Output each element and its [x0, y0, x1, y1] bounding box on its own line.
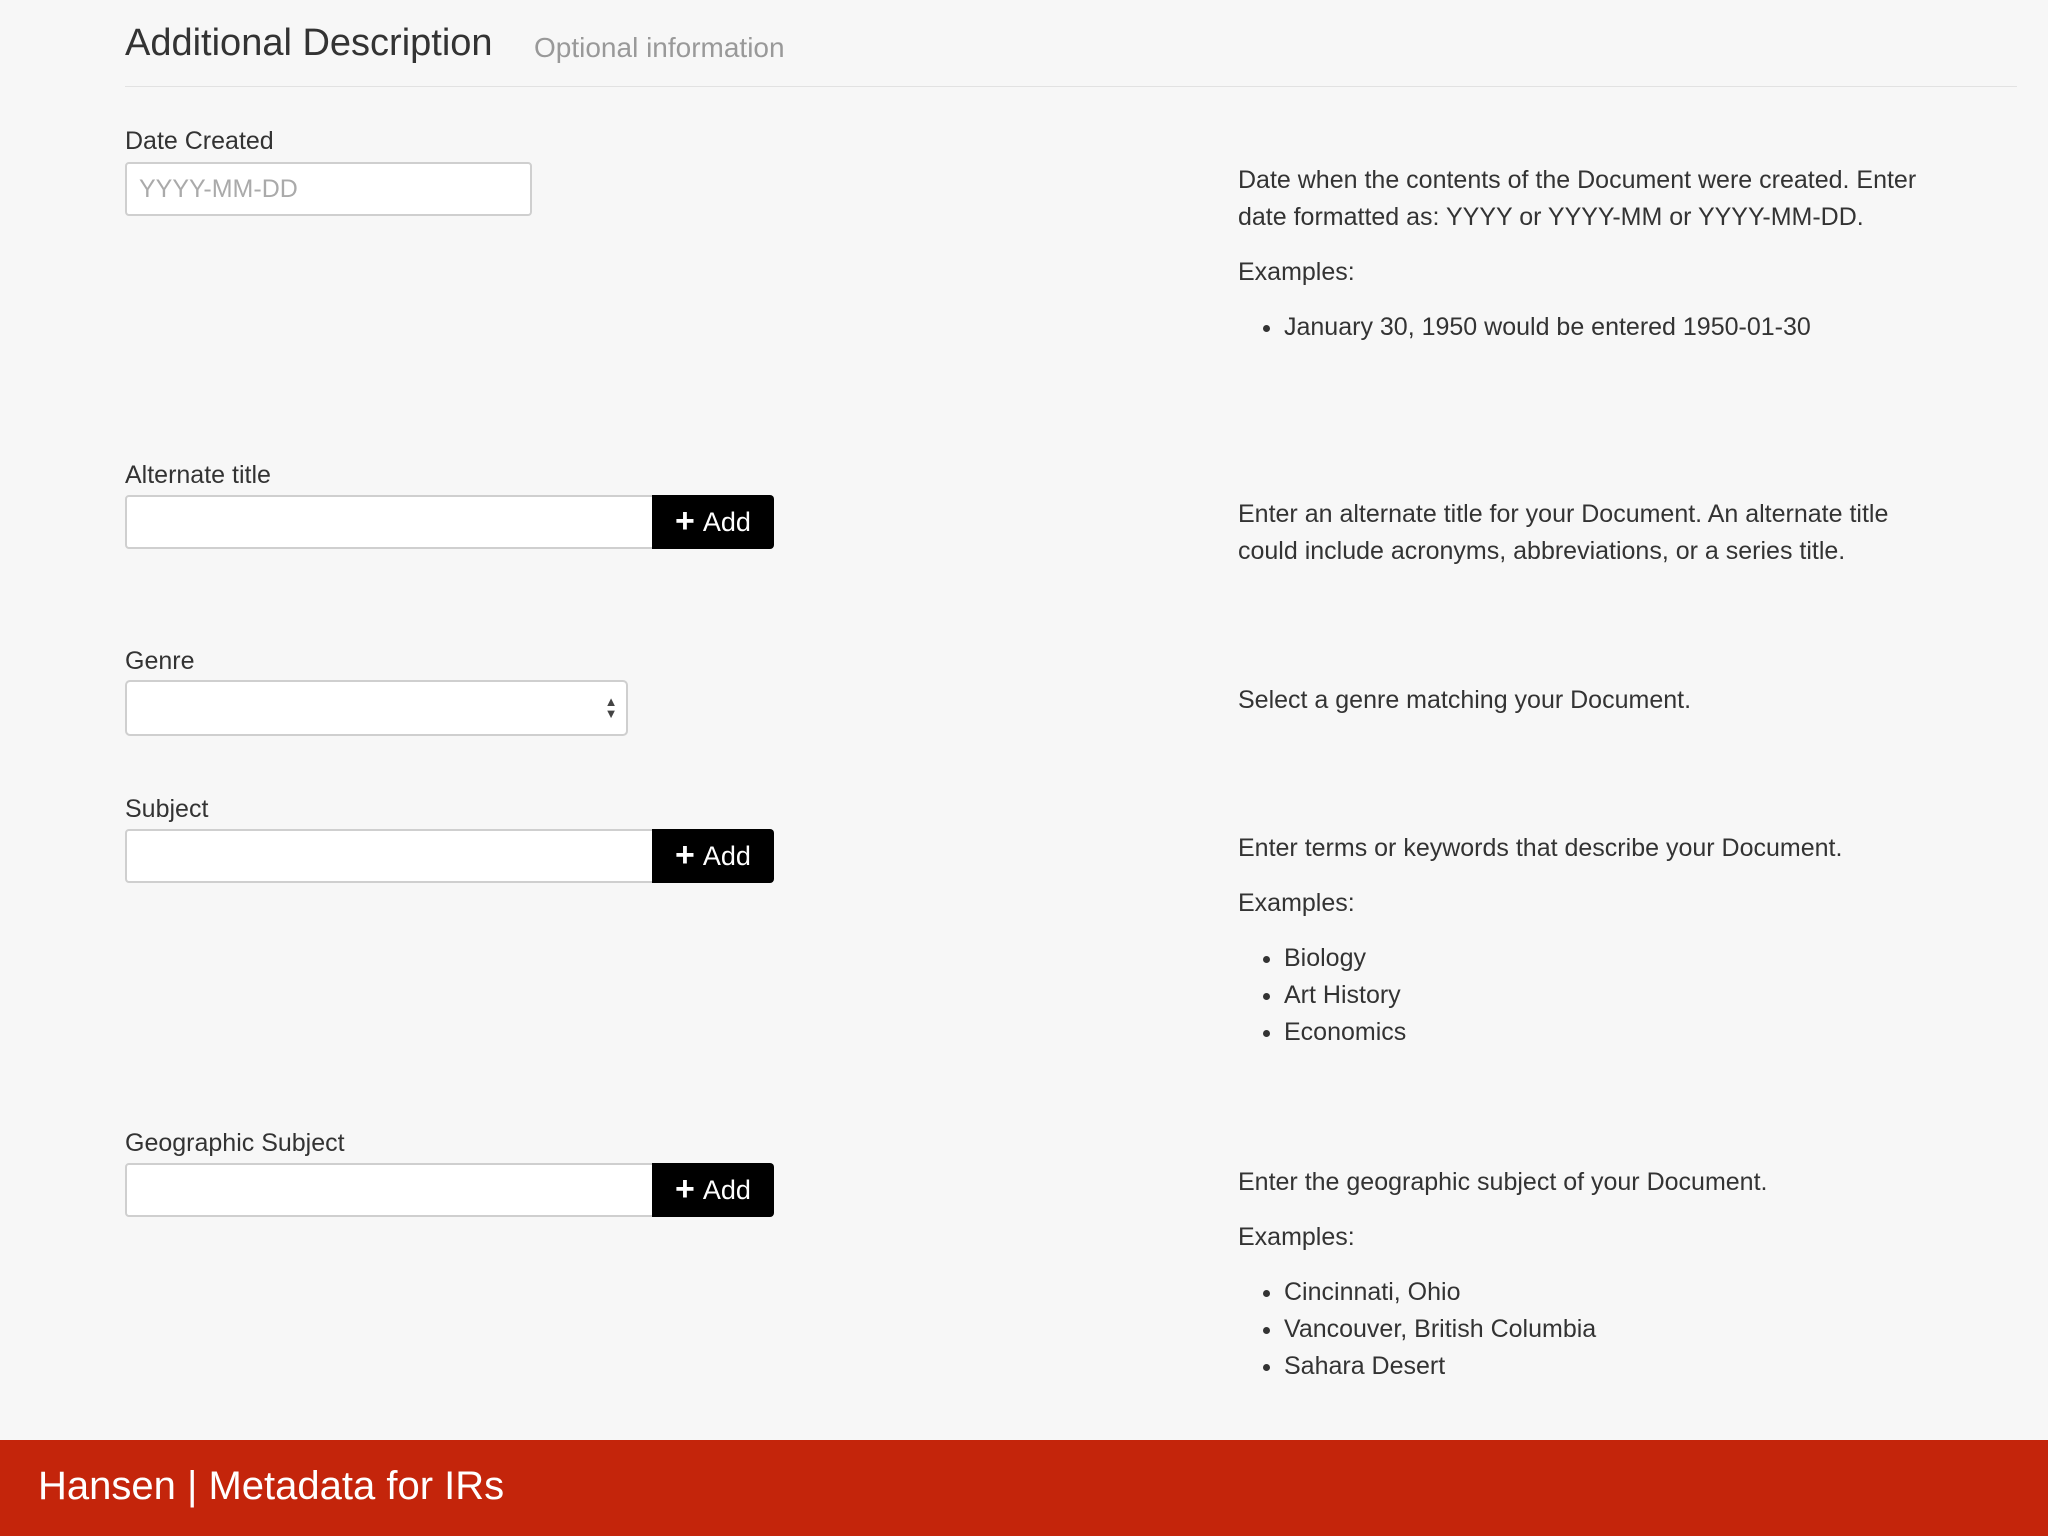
subject-add-button[interactable] [652, 829, 774, 883]
alternate-title-help [1238, 496, 1938, 570]
list-item: • Sahara Desert [1284, 1348, 1938, 1385]
genre-select[interactable] [125, 680, 628, 736]
geographic-subject-label: Geographic Subject [125, 1129, 345, 1157]
add-button-label: Add [702, 840, 751, 871]
subject-help-text: Enter terms or keywords that describe your Document. [1238, 834, 1843, 862]
section-header [125, 22, 2017, 87]
subject-input[interactable] [125, 829, 654, 883]
date-created-examples-label: Examples: [1238, 258, 1355, 286]
add-button-label: Add [702, 1174, 751, 1205]
add-button-label: Add [702, 506, 751, 537]
alternate-title-add-button[interactable] [652, 495, 774, 549]
genre-label: Genre [125, 647, 195, 675]
footer-bar [0, 1440, 2048, 1536]
date-created-label: Date Created [125, 127, 274, 155]
list-item: • Biology [1284, 940, 1938, 977]
list-item: • January 30, 1950 would be entered 1950-01-30 [1284, 309, 1938, 346]
alternate-title-label: Alternate title [125, 461, 271, 489]
alternate-title-input[interactable] [125, 495, 654, 549]
geographic-subject-add-button[interactable] [652, 1163, 774, 1217]
list-item: • Vancouver, British Columbia [1284, 1311, 1938, 1348]
subject-examples-label: Examples: [1238, 889, 1355, 917]
subject-label: Subject [125, 795, 209, 823]
geographic-subject-examples-label: Examples: [1238, 1223, 1355, 1251]
alternate-title-help-text: Enter an alternate title for your Document. An alternate title could include acronyms, abbreviations, or a series title. [1238, 500, 1889, 565]
date-created-examples [1238, 309, 1938, 346]
date-created-input[interactable] [125, 162, 532, 216]
geographic-subject-input[interactable] [125, 1163, 654, 1217]
list-item: • Cincinnati, Ohio [1284, 1274, 1938, 1311]
subject-help [1238, 830, 1938, 1051]
section-title: Additional Description [125, 22, 493, 64]
select-arrows-icon: ▲ ▼ [604, 694, 618, 721]
date-created-help [1238, 162, 1938, 346]
geographic-subject-examples [1238, 1274, 1938, 1385]
plus-icon: + [675, 501, 695, 540]
list-item: • Economics [1284, 1014, 1938, 1051]
genre-help-text: Select a genre matching your Document. [1238, 686, 1692, 714]
plus-icon: + [675, 1169, 695, 1208]
date-created-help-text: Date when the contents of the Document were created. Enter date formatted as: YYYY or YYYY-MM or YYYY-MM-DD. [1238, 166, 1917, 231]
subject-examples [1238, 940, 1938, 1051]
geographic-subject-help [1238, 1164, 1938, 1385]
footer-text: Hansen | Metadata for IRs [38, 1464, 505, 1508]
list-item: • Art History [1284, 977, 1938, 1014]
geographic-subject-help-text: Enter the geographic subject of your Document. [1238, 1168, 1768, 1196]
section-subtitle: Optional information [534, 32, 785, 63]
plus-icon: + [675, 835, 695, 874]
genre-help [1238, 682, 1938, 719]
